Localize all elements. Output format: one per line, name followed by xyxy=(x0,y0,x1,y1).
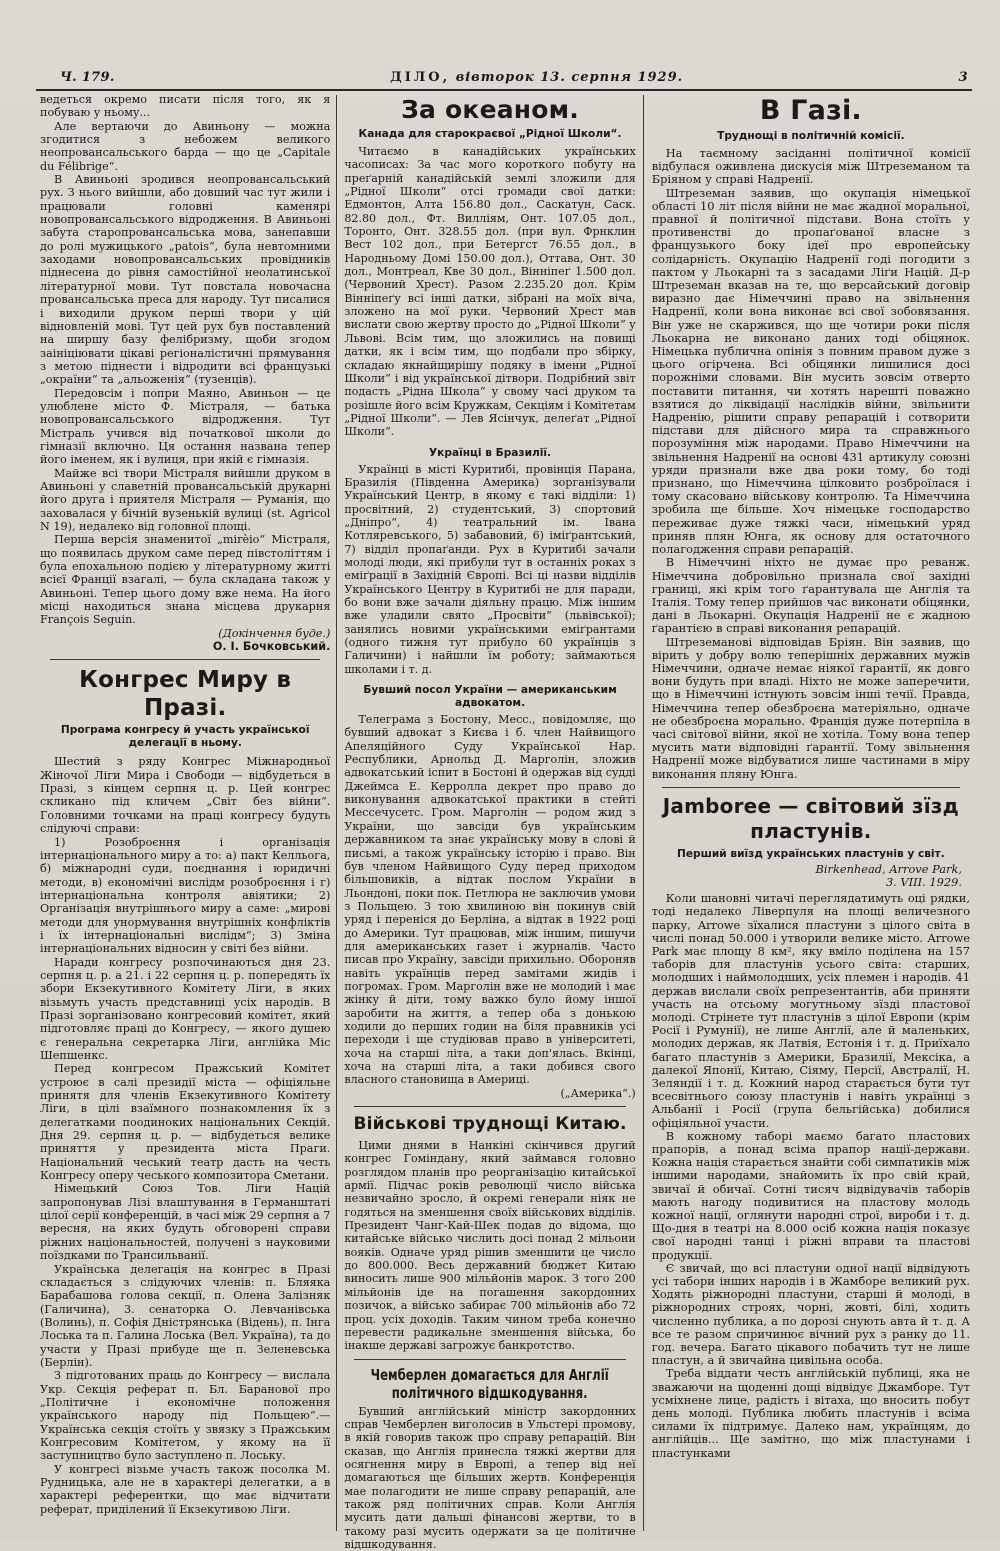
paragraph: Німецький Союз Тов. Ліги Націй запропонував Лізі влаштування в Германштаті цілої серії конференцій, в часі між 29 серпня а 7 вересня, на яких будуть обговорені справи ріжних національностей, получені з науковими поїздками по Трансильванії. xyxy=(40,1182,331,1263)
paragraph: В Авиньоні зродився неопровансальський рух. З нього вийшли, або довший час тут жили і працювали головні каменярі новопровансальського відродження. В Авиньоні забута старопровансальська мова, занепавши до ролі мужицького „patois“, була невтомними заходами новопровансальських провідників піднесена до рівня самостійної неолатинської літературної мови. Тут повстала новочасна провансальська преса для народу. Тут писалися і виходили друком перші твори у цій відновленій мові. Тут цей рух був поставлений на ширшу базу фелібризму, щоби згодом заініціювати цікаві регіоналістичні прямування з метою піднести і відродити всі французькі „окраїни“ та „альоженія“ (тузенців). xyxy=(40,173,331,387)
article-subtitle: Бувший посол України — американським адвокатом. xyxy=(363,684,617,710)
paragraph: У конгресі візьме участь також посолка М. Рудницька, але не в характері делегатки, а в характері референтки, що має відчитати реферат, приділений її Екзекутивою Ліги. xyxy=(40,1462,331,1516)
article-title: В Газі. xyxy=(759,95,862,126)
paragraph: 1) Розоброєння і організація інтернаціонального миру а то: а) пакт Келльога, б) міжнародні суди, поєднання і юридичні методи, в) економічні вислідм розоброєння і г) інтернаціональна контроля авіятики; 2) Організація внутрішнього миру а саме: „мирові методи для унормування внутрішніх конфліктів і їх інтернаціональні вислідм“; 3) Зміна інтернаціональних відносин у світі без війни. xyxy=(40,835,331,956)
article-subtitle: Труднощі в політичній комісії. xyxy=(717,130,905,142)
paragraph: Майже всі твори Містраля вийшли друком в Авиньоні у славетній провансальській друкарні його друга і приятеля Містраля — Руманія, що заховалася у бічній вузенькій вулиці (st. Agricol N 19), недалеко від головної площі. xyxy=(40,466,331,533)
article-title: Конгрес Миру в Празі. xyxy=(79,667,292,722)
article-divider xyxy=(354,1106,625,1107)
continuation-note: (Докінчення буде.) xyxy=(218,626,331,640)
dateline-place: Birkenhead, Arrove Park, xyxy=(815,861,963,876)
paragraph: Цими днями в Нанкіні скінчився другий конгрес Гоміндану, який займався головно розглядом планів про реорганізацію китайської армії. Підчас років революції число війська незвичайно зросло, й окремі генерали ніяк не годяться на зменшення своїх військових відділів. Президент Чанг-Кай-Шек подав до відома, що китайське військо числить досі понад 2 мільони вояків. Одначе уряд рішив зменшити це число до 800.000. Весь державний бюджет Китаю виносить лише 900 мільйонів марок. З того 200 мільйонів іде на погашення закордонних позичок, а військо забирає 700 мільйонів або 72 проц. усіх доходів. Таким чином треба конечно перевести радикальне зменшення війська, бо інакше державі загрожує банкротство. xyxy=(344,1139,636,1353)
article-divider xyxy=(354,1359,625,1360)
source-note: („Америка“.) xyxy=(560,1086,636,1100)
paragraph: Українці в місті Куритибі, провінція Парана, Бразилія (Південна Америка) зорганізували Український Центр, в якому є такі відділи: 1) просвітний, 2) студентський, 3) спортовий „Дніпро“, 4) театральний ім. Івана Котляревського, 5) забавовий, 6) іміґрантський, 7) відділ пропаґанди. Рух в Куритибі зачали молоді люди, які прибули тут в останніх роках з еміґрації в Західній Європі. Всі ці назви відділів Українського Центру в Куритибі не для паради, бо вони вже зачали діяльну працю. Між іншим вже уладили свято „Просвіти“ (львівської); занялись новими українськими еміґрантами (одного тижня тут прибуло 60 українців з Галичини) і найшли їм роботу; займаються школами і т. д. xyxy=(344,462,636,676)
paragraph: Є звичай, що всі пластуни одної нації відвідують усі табори інших народів і в Жамборе великий рух. Ходять ріжнородні пластуни, старші й молоді, в ріжнородних строях, чорні, жовті, білі, ходить численно публика, а по дорозі снують авта й т. д. А все те разом спричинює вічний рух з ранку до 11. год. вечера. Багато цікавого побачить тут не лише пластун, а й звичайна цивільна особа. xyxy=(651,1260,971,1368)
article-subtitle: Канада для старокраєвої „Рідної Школи“. xyxy=(358,128,622,140)
paragraph: Треба віддати честь англійській публиці, яка не зважаючи на щоденні дощі відвідує Джамборе. Тут усміхнене лице, радість і вітаха, що вносить побут день молоді. Публика любить пластунів і всіма силами їх підтримує. Далеко нам, українцям, до англійців... Ще замітно, що між пластунами і пластунками xyxy=(651,1366,971,1460)
paragraph: Шестий з ряду Конгрес Міжнародньої Жіночої Ліги Мира і Свободи — відбудеться в Празі, з кінцем серпня ц. р. Цей конгрес скликано під кличем „Світ без війни“. Головними точками на праці конгресу будуть слідуючі справи: xyxy=(40,755,331,836)
column-3 xyxy=(644,91,972,1531)
author-signature: О. І. Бочковський. xyxy=(212,640,331,654)
paragraph: Коли шановні читачі переглядатимуть оці рядки, тоді недалеко Ліверпуля на площі величезного парку, Arrowe зїхалися пластуни з цілого світа в числі понад 50.000 і утворили велике місто. Arrowe Park має площу 8 км², яку вміло поділена на 157 таборів для пластунів усього світа: старших, молодших і наймолодших, усіх племен і народів. 41 держав вислали своїх репрезентантів, аби приняти участь на отсьому могутньому зїзді пластової молоді. Стрінете тут пластунів з цілої Европи (крім Росії і Румунії), не лише Англії, але й маленьких, молодих держав, як Латвія, Естонія і т. д. Приїхало багато пластунів з Америки, Бразилії, Мексіка, а далекої Японії, Китаю, Сіяму, Персії, Австралії, Н. Зеляндії і т. д. Кожний народ старається бути тут всесвітнього союзу пластунів і навіть українці з Альбанії і Росії (група бельгійська) добилися офіціяльної участи. xyxy=(651,891,971,1130)
paragraph: Штреземанові відповідав Бріян. Він заявив, що вірить у добру волю теперішніх державних мужів Німеччини, одначе немає ніякої ґарантії, як довго вони будуть при владі. Ніхто не може заперечити, що в Німеччині істнують зовсім інші течії. Правда, Німеччина тепер обезброєна матеріяльно, одначе не обезброєна морально. Франція дуже потерпіла в часі світової війни, якої не хотіла. Тому вона тепер мусить мати відповідні ґарантії. Тому звільнення Надренії може відбуватися лише частинами в міру виконання пляну Юнга. xyxy=(651,634,971,781)
dateline-date: 3. VIII. 1929. xyxy=(885,874,963,889)
issue-number: Ч. 179. xyxy=(60,70,115,85)
masthead xyxy=(36,70,972,91)
paragraph: Перша версія знаменитої „mirèio“ Містраля, що появилась друком саме перед півстоліттям і була епохальною подією у літературному житті всієї Франції взагалі, — була складана також у Авиньоні. Тепер цього дому вже нема. На його місці находиться знана місцева друкарня François Seguin. xyxy=(40,533,331,627)
article-subtitle: Українці в Бразилії. xyxy=(429,446,552,459)
paragraph: Наради конгресу розпочинаються дня 23. серпня ц. р. а 21. і 22 серпня ц. р. попередять їх збори Екзекутивного Комітету Ліги, в яких візьмуть участь представниці усіх народів. В Празі зорганізовано конгресовий комітет, який підготовляє праці до Конгресу, — якого душею є генеральна секретарка Ліги, англійка Міс Шепшенкс. xyxy=(40,955,331,1062)
paragraph: Читаємо в канадійських українських часописах: За час мого короткого побуту на преґарній канадійській землі зложили для „Рідної Школи“ отсі громади свої датки: Едмонтон, Алта 156.80 дол., Саскатун, Саск. 82.80 дол., Фт. Вилліям, Онт. 107.05 дол., Торонто, Онт. 328.55 дол. (при вул. Фрнклин Вест 102 дол., при Бетергст 76.55 дол., в Народньому Домі 150.00 дол.), Оттава, Онт. 30 дол., Монтреал, Кве 30 дол., Вінніпеґ 1.500 дол. (Червоний Хрест). Разом 2.235.20 дол. Крім Вінніпеґу всі інші датки, зібрані на моїх віча, зложено на мої руки. Червоний Хрест мав вислати свою жертву просто до „Рідної Школи“ у Львові. Всім тим, що зложились на повищі датки, як і всім тим, що подбали про збірку, складаю якнайщирішу подяку в імени „Рідної Школи“ і від української дітвори. Подрібний звіт подасть „Рідна Школа“ у свому часі друком та розішле його всім Кружкам, Секціям і Комітетам „Рідної Школи“. — Лев Ясінчук, делеґат „Рідної Школи“. xyxy=(344,145,636,439)
article-subtitle: Програма конгресу й участь української делегації в ньому. xyxy=(60,724,310,750)
article-title: Чемберлен домагається для Англії політичного відшкодування. xyxy=(370,1365,610,1402)
article-title: Jamboree — світовий зїзд пластунів. xyxy=(662,793,959,843)
article-title: Військові труднощі Китаю. xyxy=(353,1114,627,1135)
paragraph: На таємному засіданні політичної комісії відбулася оживлена дискусія між Штреземаном та Бріяном у справі Надренії. xyxy=(651,146,971,187)
masthead-center xyxy=(390,70,683,85)
newspaper-title: ДІЛО, xyxy=(390,70,451,85)
paragraph: В кожному таборі маємо багато пластових прапорів, а понад всіма прапор нації-держави. Кожна нація старається знайти собі симпатиків між іншими народами, знайомить їх про свій край, звичаї й обичаї. Сотні тисяч відвідувачів таборів мають нагоду подивитися на пластову молодь кожної нації, оглянути народні строї, вироби і т. д. Що-дня в театрі на 8.000 осіб кожна нація показує свої народні танці і ріжні вправи та пластові продукції. xyxy=(651,1128,971,1262)
column-1 xyxy=(36,91,336,1531)
paragraph: Штреземан заявив, що окупація німецької області 10 літ після війни не має жадної моральної, правної й політичної підстави. Вона стоїть у противенстві до пропаґованої власне з французького боку ідеї про европейську солідарність. Окупацію Надренії годі погодити з пактом у Льокарні та з засадами Ліґи Націй. Д-р Штреземан вказав на те, що версайський договір виразно дає Німеччині право на звільнення Надренії, коли вона виконає всі свої зобовязання. Він уже не скаржився, що ще чотири роки після Льокарна не виконано даних тоді обіцянок. Німецька публична опінія з повним правом дуже з цього огірчена. Всі обіцянки лишилися досі порожніми словами. Він мусить зовсім отверто поставити питання, чи хотять нарешті поважно взятися до ліквідації наслідків війни, звільнити Надренію, рішити справу репарацій і сотворити підстави для дійсного мира та справжнього порозуміння між народами. Право Німеччини на звільнення Надренії на основі 431 артикулу союзні уряди признали вже два роки тому, бо тоді признано, що Німеччина цілковито розброїлася і тому скасовано військову контролю. Та Німеччина зробила ще більше. Хоч німецьке господарство переживає дуже тяжкі часи, німецький уряд приняв плян Юнга, як основу для остаточного полагодження справи репарацій. xyxy=(651,185,971,557)
issue-date: вівторок 13. серпня 1929. xyxy=(455,70,684,85)
article-title: За океаном. xyxy=(401,95,579,124)
paragraph: Передовсім і попри Маяно, Авиньон — це улюблене місто Ф. Містраля, — батька новопровансальського відродження. Тут Містраль учився від початкової школи до гімназії включно. Ця остання названа тепер його іменем, як і вулиця, при якій є гімназія. xyxy=(40,386,331,467)
paragraph: Українська делегація на конгрес в Празі складається з слідуючих членів: п. Бляяка Барабашова голова секції, п. Олена Залізняк (Галичина), 3. сенаторка О. Левчанівська (Волинь), п. Софія Дністрянська (Відень), п. Інга Лоська та п. Галина Лоська (Вел. Україна), та до участи у Празі прибуде ще п. Зеленевська (Берлін). xyxy=(40,1262,331,1369)
article-divider xyxy=(662,787,960,788)
article-subtitle: Перший виїзд українських пластунів у світ. xyxy=(676,847,945,860)
column-2 xyxy=(337,91,642,1551)
paragraph: Бувший англійський міністр закордонних справ Чемберлен виголосив в Ульстері промову, в якій говорив також про справу репарацій. Він сказав, що Англія принесла тяжкі жертви для осягнення миру в Европі, а тепер від неї домагаються ще більших жертв. Конференція мае полагодити не лише справу репарацій, але також ряд політичних справ. Коли Англія мусить дати дальші фінансові жертви, то в такому разі мусить одержати за це політичне відшкодування. xyxy=(344,1404,636,1551)
paragraph: В Німеччині ніхто не думає про реванж. Німеччина добровільно признала свої західні границі, які крім того ґарантувала ще Англія та Італія. Тому тепер прийшов час виконати обіцянки, дані в Льокарні. Окупація Надренії не є жадною ґарантією в справі виконання репарацій. xyxy=(651,555,971,636)
paragraph: З підготованих праць до Конгресу — вислала Укр. Секція реферат п. Бл. Баранової про „Політичне і економічне положення українського народу під Польщею“.— Українська секція стоїть у звязку з Пражським Конгресовим Комітетом, у якому на її заступництво було заступлено п. Лоську. xyxy=(40,1369,331,1463)
paragraph: Але вертаючи до Авиньону — можна згодитися з небожем великого неопровансальського барда — що це „Capitale du Félibrige“. xyxy=(40,119,331,173)
page-number: 3 xyxy=(958,70,968,85)
paragraph: Перед конгресом Пражський Комітет устроює в салі президії міста — офіціяльне принятя для членів Екзекутивного Комітету Ліги, в цілі взаїмного познакомлення їх з делегатками поодиноких національних Секцій. Дня 29. серпня ц. р. — відбудеться велике приняття у президента міста Праги. Національний чеський театр дасть на честь Конгресу оперу чеського композитора Сметани. xyxy=(40,1062,331,1183)
article-divider xyxy=(50,659,320,660)
paragraph: ведеться окремо писати після того, як я побуваю у ньому... xyxy=(40,93,331,120)
columns xyxy=(36,91,972,1551)
paragraph: Телеграма з Бостону, Месс., повідомляє, що бувший адвокат з Києва і б. член Найвищого Апеляційного Суду Української Нар. Республики, Арнольд Д. Марголін, зложив адвокатський іспит в Бостоні й одержав від судді Джеймса Е. Керролла декрет про право до виконування адвокатської практики в стейті Мессечусетс. Гром. Марголін — родом жид з України, що завсіди був українським державником та знає українську мову в слові й письмі, а також українську історію і право. Він був членом Найвищого Суду перед приходом більшовиків, а відтак послом України в Льондоні, поки пок. Петлюра не заключив умови з Польщею. З тою хвилиною він покинув свій уряд і переніся до Берліна, а відтак в 1922 році до Америки. Тут працював, між іншим, пишучи для американських газет і журналів. Часто писав про Україну, завсіди прихильно. Обороняв навіть українців перед замітами жидів і погромах. Гром. Марголін вже не молодий і має жінку й діти, тому важко було йому іншої заробити на життя, а тепер оба з донькою ходили до перших годин на біля правників усі переходи і ще студіював право в університеті, хоча на старші літа, а таки доп'ялась. Вкінці, хоча на старші літа, а таки добився свого власного становища в Америці. xyxy=(344,713,636,1087)
